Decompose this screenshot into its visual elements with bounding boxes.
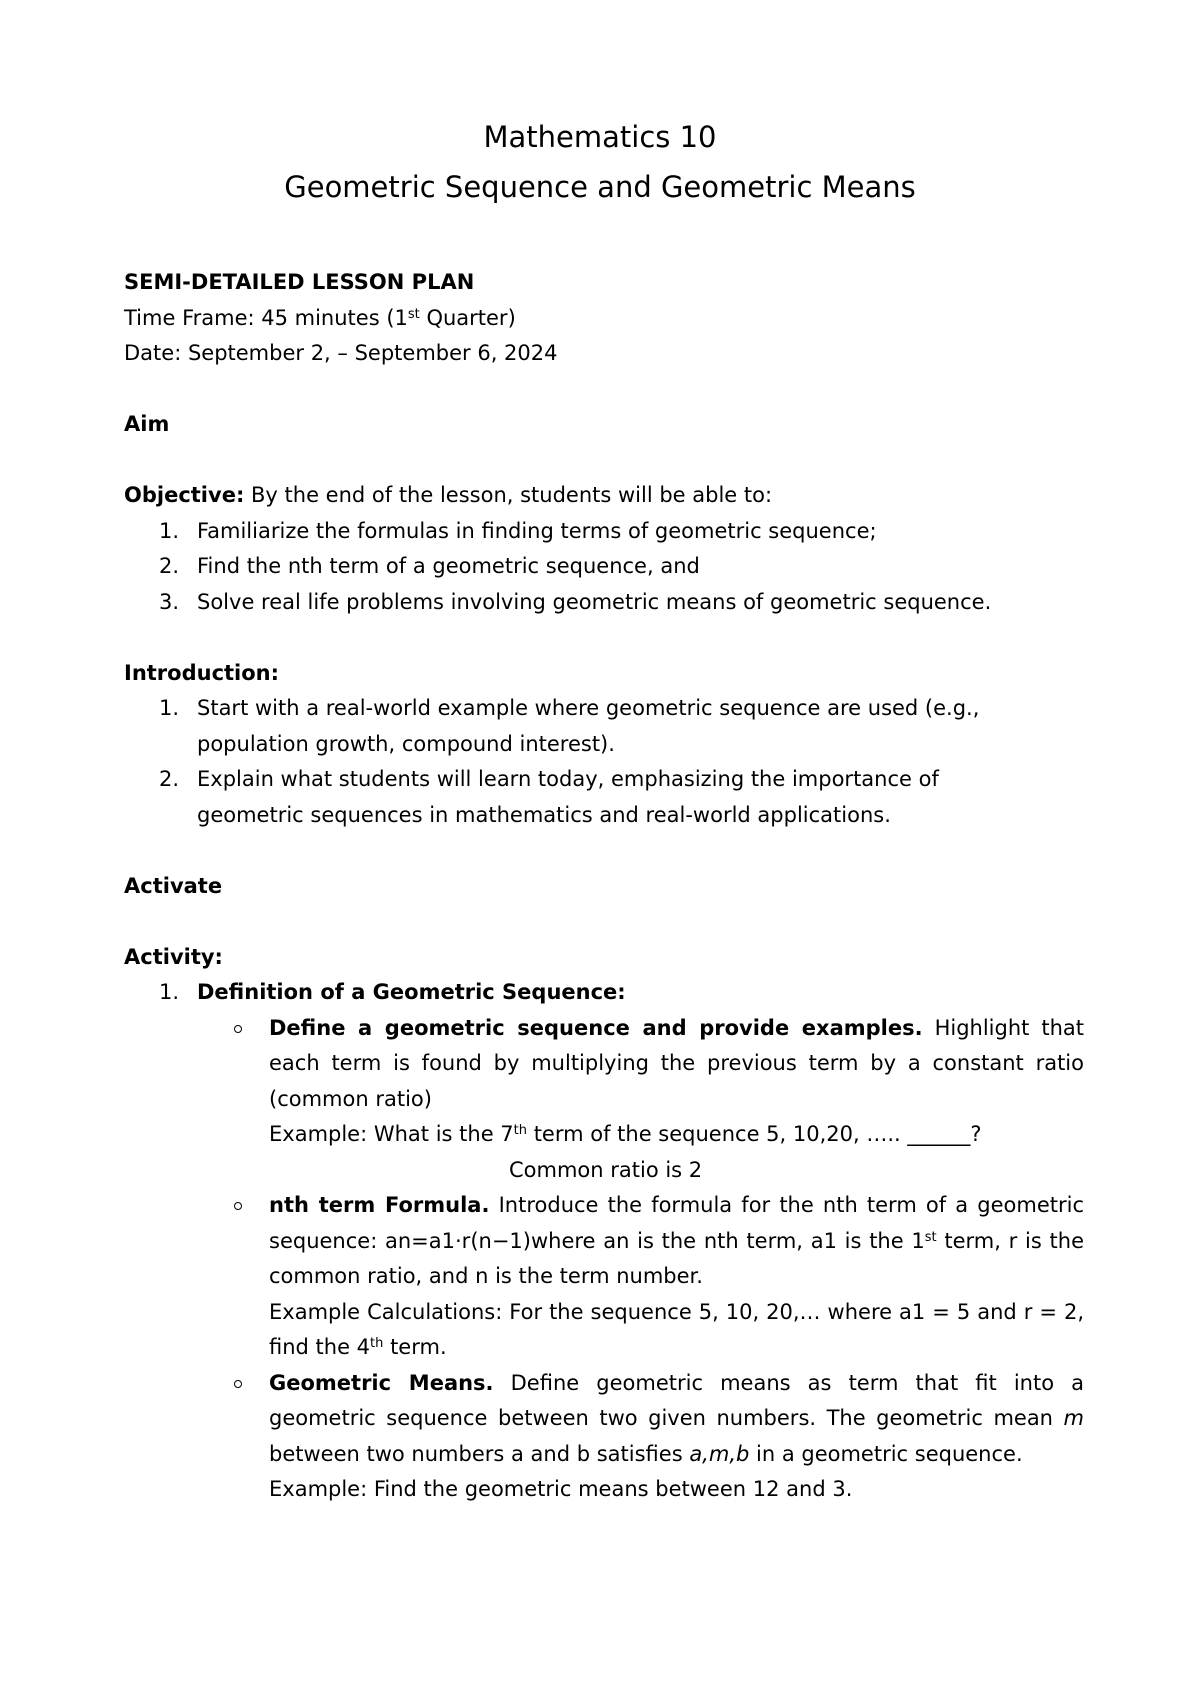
means-text-end: in a geometric sequence. — [749, 1441, 1023, 1466]
activity-list — [124, 975, 1084, 1011]
list-item — [124, 549, 1084, 585]
means-text: Define geometric means as term that fit into a geometric sequence between two given numbers. The geometric mean — [269, 1370, 1085, 1430]
list-number: 2. — [159, 554, 180, 578]
means-amb: a,m,b — [689, 1441, 750, 1466]
list-number: 1. — [159, 518, 180, 543]
means-paragraph — [269, 1366, 1084, 1473]
activity-sublist — [124, 1011, 1084, 1508]
nth-calculation — [269, 1295, 1084, 1366]
list-number: 3. — [159, 589, 180, 614]
means-text-cont: between two numbers a and b satisfies — [269, 1441, 690, 1466]
circle-bullet-icon — [234, 1025, 242, 1033]
list-item — [124, 585, 1084, 621]
time-frame-text: Time Frame: 45 minutes (1 — [124, 305, 408, 330]
objective-line — [124, 478, 1084, 514]
nth-text-cont: term, r is the common ratio, and n is the term number. — [269, 1228, 1084, 1288]
date-line: Date: September 2, – September 6, 2024 — [124, 341, 558, 365]
list-item — [124, 975, 1084, 1011]
nth-text: Introduce the formula for the nth term of a geometric sequence: an=a1⋅r(n−1)where an is the nth term, a1 is the 1 — [269, 1193, 1085, 1253]
define-example-text: Example: What is the 7 — [269, 1122, 514, 1146]
define-example-sup: th — [513, 1123, 528, 1138]
list-item — [124, 762, 1084, 833]
list-item-text: Familiarize the formulas in finding terms of geometric sequence; — [197, 518, 877, 543]
nth-bold: nth term Formula. — [269, 1193, 490, 1217]
define-text: Highlight that each term is found by multiplying the previous term by a constant ratio (common ratio) — [269, 1015, 1084, 1111]
list-item-text-cont: population growth, compound interest). — [197, 731, 615, 756]
plan-heading: SEMI-DETAILED LESSON PLAN — [124, 270, 475, 294]
list-item-text: Find the nth term of a geometric sequence, and — [197, 554, 700, 578]
define-example-suffix: term of the sequence 5, 10,20, ….. ______? — [527, 1122, 982, 1146]
objective-list — [124, 514, 1084, 621]
circle-bullet-icon — [234, 1202, 242, 1210]
sublist-item-define — [124, 1011, 1084, 1189]
list-item-text: Start with a real-world example where geometric sequence are used (e.g., — [197, 696, 980, 720]
define-example — [269, 1117, 1084, 1153]
activate-heading: Activate — [124, 873, 223, 898]
list-item-text: Solve real life problems involving geometric means of geometric sequence. — [197, 589, 992, 614]
means-m: m — [1063, 1406, 1084, 1430]
common-ratio-note: Common ratio is 2 — [509, 1157, 703, 1182]
nth-calc-sup: th — [370, 1336, 384, 1351]
define-bold: Define a geometric sequence and provide examples. — [269, 1015, 923, 1040]
means-bold: Geometric Means. — [269, 1370, 494, 1395]
nth-paragraph — [269, 1188, 1084, 1295]
list-number: 1. — [159, 696, 180, 720]
objective-text: By the end of the lesson, students will be able to: — [244, 483, 773, 507]
define-paragraph — [269, 1011, 1084, 1118]
list-item — [124, 514, 1084, 550]
time-frame-suffix: Quarter) — [419, 305, 516, 330]
introduction-list — [124, 691, 1084, 833]
lesson-title: Geometric Sequence and Geometric Means — [284, 170, 916, 204]
title-block — [0, 112, 1200, 212]
time-frame — [124, 301, 1084, 337]
document-body — [124, 265, 1084, 1508]
list-item — [124, 691, 1084, 762]
means-example: Example: Find the geometric means between 12 and 3. — [269, 1477, 853, 1501]
introduction-heading: Introduction: — [124, 660, 280, 685]
sublist-item-means — [124, 1366, 1084, 1508]
aim-heading: Aim — [124, 412, 170, 436]
nth-sup: st — [924, 1229, 937, 1245]
time-frame-sup: st — [407, 306, 420, 322]
list-item-text: Explain what students will learn today, emphasizing the importance of — [197, 767, 939, 791]
list-number: 1. — [159, 980, 180, 1004]
nth-calc-text: Example Calculations: For the sequence 5, 10, 20,… where a1 = 5 and r = 2, find the 4 — [269, 1299, 1084, 1359]
sublist-item-nth — [124, 1188, 1084, 1366]
activity-item-title: Definition of a Geometric Sequence: — [197, 980, 626, 1004]
list-number: 2. — [159, 767, 180, 791]
course-title: Mathematics 10 — [483, 120, 717, 154]
circle-bullet-icon — [234, 1380, 242, 1388]
list-item-text-cont: geometric sequences in mathematics and real-world applications. — [197, 802, 891, 827]
activity-heading: Activity: — [124, 944, 223, 969]
objective-label: Objective: — [124, 483, 245, 507]
nth-calc-suffix: term. — [383, 1335, 447, 1359]
